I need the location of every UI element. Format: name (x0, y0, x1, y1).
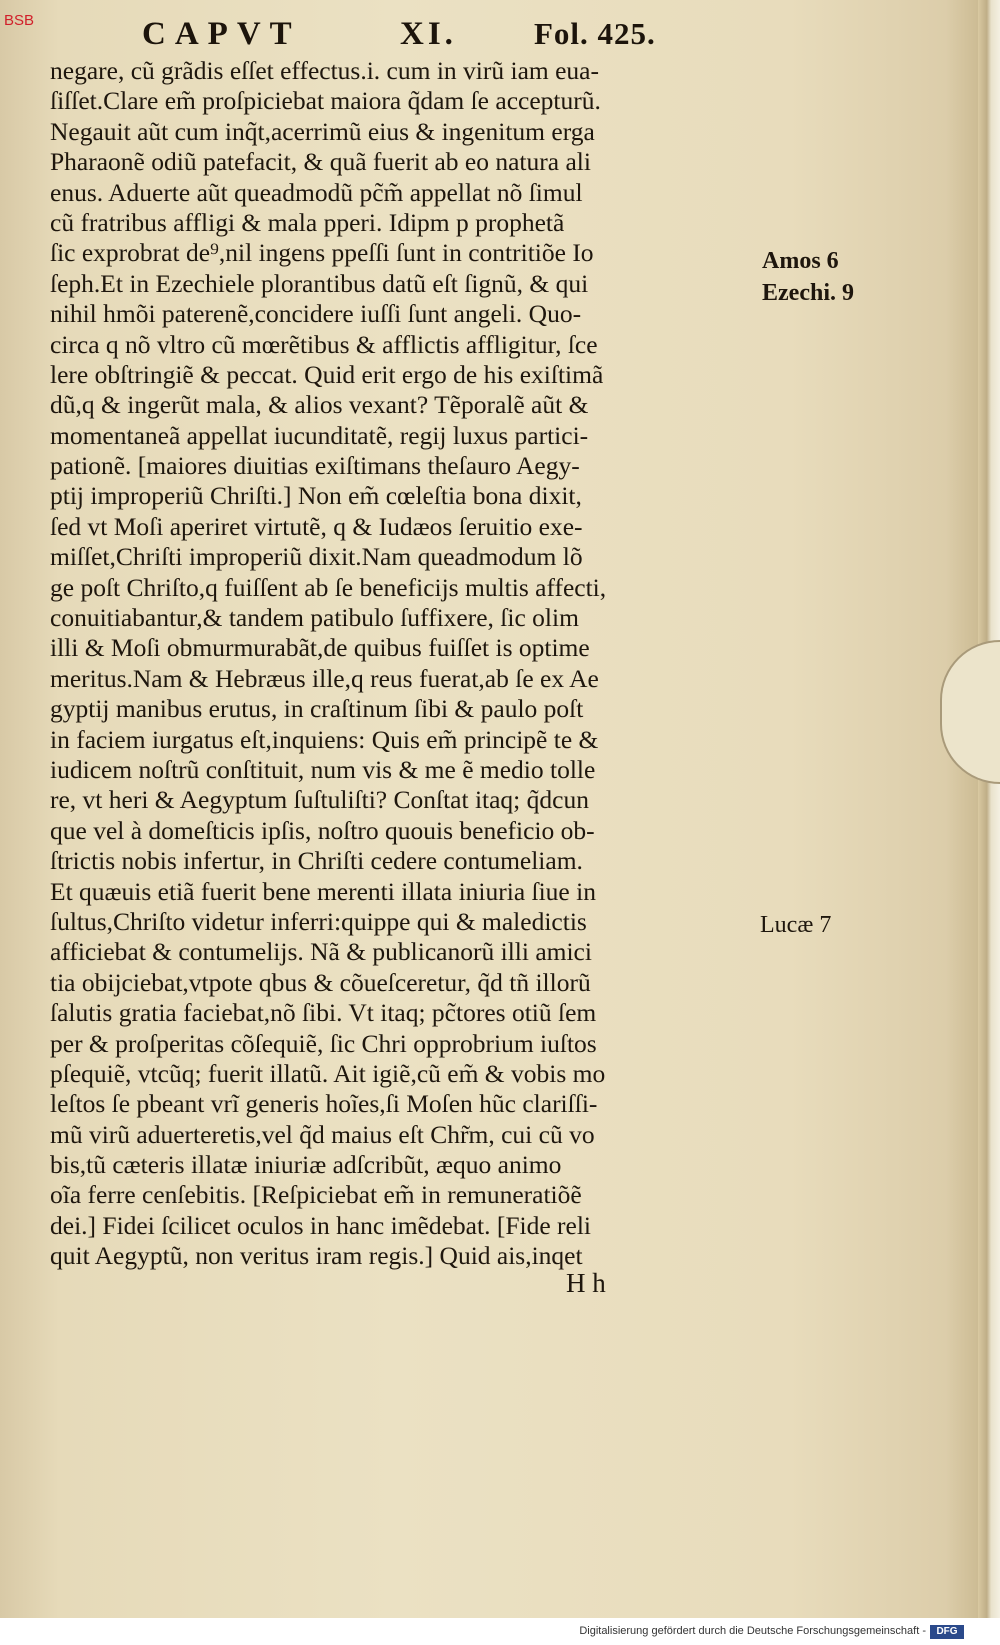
text-line: circa q nõ vltro cũ mœrẽtibus & afflictis affligitur, ſce (50, 329, 598, 359)
text-line: gyptij manibus erutus, in craſtinum ſibi & paulo poſt (50, 694, 584, 724)
text-line: ſultus,Chriſto videtur inferri:quippe qui & maledictis (50, 906, 587, 936)
text-line: Pharaonẽ odiũ patefacit, & quã fuerit ab eo natura ali (50, 147, 591, 177)
running-head-chapter: XI. (400, 16, 457, 52)
text-line: ge poſt Chriſto,q fuiſſent ab ſe beneficijs multis affecti, (50, 572, 607, 602)
text-line: mũ virũ aduerteretis,vel q̃d maius eſt Chr̃m, cui cũ vo (50, 1119, 595, 1149)
text-line: ſalutis gratia faciebat,nõ ſibi. Vt itaq; pc̃tores otiũ ſem (50, 998, 597, 1028)
library-logo: BSB (4, 12, 35, 29)
text-line: Negauit aũt cum inq̃t,acerrimũ eius & ingenitum erga (50, 116, 595, 146)
margin-note-amos: Amos 6 (762, 248, 839, 274)
text-line: ſtrictis nobis infertur, in Chriſti cedere contumeliam. (50, 846, 583, 876)
text-line: per & proſperitas cõſequiẽ, ſic Chri opprobrium iuſtos (50, 1028, 597, 1058)
funding-credit: Digitalisierung gefördert durch die Deutsche Forschungsgemeinschaft - (579, 1625, 926, 1637)
text-line: miſſet,Chriſti improperiũ dixit.Nam queadmodum lõ (50, 542, 583, 572)
text-line: in faciem iurgatus eſt,inquiens: Quis em̃ principẽ te & (50, 724, 599, 754)
text-line: momentaneã appellat iucunditatẽ, regij luxus partici- (50, 420, 589, 450)
running-head-word: CAPVT (142, 16, 301, 52)
text-line: ſiſſet.Clare em̃ proſpiciebat maiora q̃dam ſe accepturũ. (50, 86, 601, 116)
signature-mark: H h (566, 1268, 606, 1298)
running-head-folio: Fol. 425. (534, 16, 656, 51)
text-line: dei.] Fidei ſcilicet oculos in hanc imẽdebat. [Fide reli (50, 1210, 592, 1240)
text-line: cũ fratribus affligi & mala pperi. Idipm p prophetã (50, 207, 565, 237)
page-edge (978, 0, 1000, 1618)
text-line: leſtos ſe pbeant vrĩ generis hoĩes,ſi Moſen hũc clariſſi- (50, 1089, 598, 1119)
text-line: negare, cũ grãdis eſſet effectus.i. cum in virũ iam eua- (50, 56, 599, 85)
text-line: enus. Aduerte aũt queadmodũ pc̃m̃ appellat nõ ſimul (50, 177, 583, 207)
text-line: quit Aegyptũ, non veritus iram regis.] Quid ais,inqet (50, 1241, 583, 1271)
dfg-logo: DFG (930, 1625, 964, 1639)
text-line: ſic exprobrat de⁹,nil ingens ppeſſi ſunt in contritiõe Io (50, 238, 594, 268)
text-line: pationẽ. [maiores diuitias exiſtimans theſauro Aegy- (50, 451, 580, 481)
text-line: ſed vt Moſi aperiret virtutẽ, q & Iudæos ſeruitio exe- (50, 511, 583, 541)
text-line: Et quæuis etiã fuerit bene merenti illata iniuria ſiue in (50, 876, 596, 906)
text-line: ſeph.Et in Ezechiele plorantibus datũ eſt ſignũ, & qui (50, 268, 589, 298)
text-line: tia obijciebat,vtpote qbus & cõueſceretur, q̃d tñ illorũ (50, 967, 591, 997)
body-text (50, 56, 730, 1272)
text-line: illi & Moſi obmurmurabãt,de quibus fuiſſet is optime (50, 633, 590, 663)
text-line: pſequiẽ, vtcũq; fuerit illatũ. Ait igiẽ,cũ em̃ & vobis mo (50, 1058, 606, 1088)
text-line: ptij improperiũ Chriſti.] Non em̃ cœleſtia bona dixit, (50, 481, 582, 511)
text-line: dũ,q & ingerũt mala, & alios vexant? Tẽporalẽ aũt & (50, 390, 589, 420)
text-line: afficiebat & contumelijs. Nã & publicanorũ illi amici (50, 937, 592, 967)
text-line: nihil hmõi paterenẽ,concidere iuſſi ſunt angeli. Quo- (50, 299, 582, 329)
text-line: meritus.Nam & Hebræus ille,q reus fuerat,ab ſe ex Ae (50, 663, 599, 693)
text-line: iudicem noſtrũ conſtituit, num vis & me ẽ medio tolle (50, 754, 596, 784)
running-head (142, 16, 702, 56)
text-line: bis,tũ cæteris illatæ iniuriæ adſcribũt, æquo animo (50, 1150, 562, 1180)
text-line: lere obſtringiẽ & peccat. Quid erit ergo de his exiſtimã (50, 359, 604, 389)
margin-note-luke: Lucæ 7 (760, 912, 832, 938)
margin-note-ezechiel: Ezechi. 9 (762, 280, 854, 306)
text-line: oĩa ferre cenſebitis. [Reſpiciebat em̃ in remuneratiõẽ (50, 1180, 582, 1210)
text-line: re, vt heri & Aegyptum ſuſtuliſti? Conſtat itaq; q̃dcun (50, 785, 589, 815)
text-line: conuitiabantur,& tandem patibulo ſuffixere, ſic olim (50, 603, 579, 633)
text-line: que vel à domeſticis ipſis, noſtro quouis beneficio ob- (50, 815, 595, 845)
